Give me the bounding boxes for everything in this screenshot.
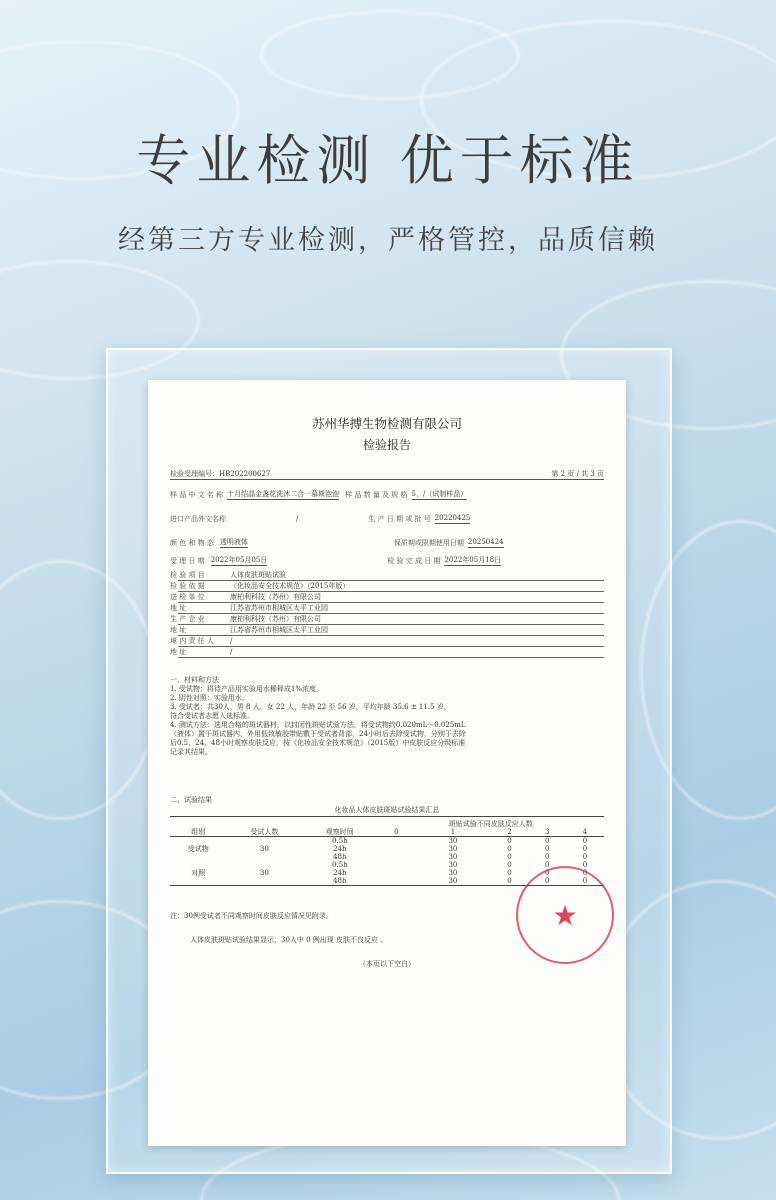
accept-date: 2022年05月05日 [210, 556, 268, 564]
report-title: 检验报告 [362, 438, 411, 452]
table-top-rule [170, 816, 604, 817]
table-row: 受试物 30 0.5h 30 0 0 0 [187, 837, 588, 853]
table-row: 对照 30 0.5h 30 0 0 0 [191, 861, 588, 877]
page-count: 第 2 页 / 共 3 页 [551, 470, 604, 478]
item-row: 地 址 / [178, 647, 604, 658]
dates-row: 受 理 日 期 2022年05月05日 检 验 完 成 日 期 2022年05月18日 [170, 556, 502, 565]
star-icon: ★ [552, 898, 578, 932]
report-company: 苏州华搏生物检测有限公司 [311, 416, 462, 431]
shelf-life: 20250424 [467, 538, 504, 546]
production-date: 20220425 [434, 514, 471, 522]
table-row: 24h 30 0 0 0 [333, 869, 588, 877]
report-number-row: 检验受理编号： HB202200627 第 2 页 / 共 3 页 [170, 470, 604, 478]
item-row: 地 址 江苏省苏州市相城区太平工业园 [178, 625, 604, 636]
table-subheader: 斑贴试验不同皮肤反应人数 [448, 820, 533, 828]
table-caption: 化妆品人体皮肤斑贴试验结果汇总 [334, 806, 440, 814]
report-number: HB202200627 [219, 470, 271, 478]
color-row: 颜 色 和 物 态 透明液体 保质期或限期使用日期 20250424 [170, 538, 504, 547]
color-state: 透明液体 [219, 538, 248, 546]
table-row: 24h 30 0 0 0 [333, 845, 588, 853]
blank-note: （本页以下空白） [359, 960, 415, 968]
table-row: 48h 30 0 0 0 [170, 877, 604, 886]
results-title: 二、试验结果 [170, 796, 212, 804]
table-header-row: 组别 受试人数 观察时间 0 1 2 3 4 [170, 828, 604, 837]
sample-name: 十月结晶金盏花洗沐二合一慕斯泡泡 [227, 490, 340, 498]
table-note: 注：30例受试者不同观察时间皮肤反应情况见附录。 [170, 912, 333, 920]
inspection-report [148, 380, 626, 1146]
item-row: 境 内 责 任 人 / [178, 636, 604, 647]
item-row: 检 验 依 据 《化妆品安全技术规范》（2015年版） [178, 581, 604, 592]
item-row: 地 址 江苏省苏州市相城区太平工业园 [178, 603, 604, 614]
item-row: 生 产 企 业 康柏利科技（苏州）有限公司 [178, 614, 604, 625]
import-name-row: 进口产品外文名称 / 生 产 日 期 或 批 号 20220425 [170, 514, 471, 523]
headline: 专业检测 优于标准 [136, 129, 640, 192]
methods-section: 一、材料和方法 1. 受试物：将待产品用实验用水稀释成1%浓度。 2. 阴性对照：实验用水。 3. 受试者：共30人，男 8 人，女 22 人，年龄 22 至 56 岁，平均年龄 35.6 ± 11.5 岁， 符合受试者志愿入选标准。 4. 测试方法：选用合格的斑试器材，以封闭性斑贴试验方法，将受试物约0.020mL～0.025mL （液体）置于斑试器内，外用低致敏胶带贴敷于受试者背部，24小时后去除受试物，分别于去除 后0.5、24、48小时观察皮肤反应，按《化妆品安全技术规范》（2015版）中皮肤反应分级标准 记录其结果。 [170, 676, 604, 757]
methods-title: 一、材料和方法 [170, 676, 219, 684]
red-seal-stamp [516, 866, 614, 964]
item-row: 检 验 项 目 人体皮肤斑贴试验 [178, 570, 604, 581]
subline: 经第三方专业检测，严格管控，品质信赖 [118, 225, 658, 256]
finish-date: 2022年05月18日 [444, 556, 502, 564]
sample-name-row: 样 品 中 文 名 称 十月结晶金盏花洗沐二合一慕斯泡泡 样 品 数 量 及 规 格 5，/（试制样品） [170, 490, 468, 499]
table-row: 48h 30 0 0 0 [333, 853, 588, 861]
sample-quantity: 5，/（试制样品） [411, 490, 468, 498]
item-row: 送 检 单 位 康柏利科技（苏州）有限公司 [178, 592, 604, 603]
conclusion: 人体皮肤斑贴试验结果显示，30人中 0 例出现 皮肤不良反应 。 [190, 936, 388, 944]
